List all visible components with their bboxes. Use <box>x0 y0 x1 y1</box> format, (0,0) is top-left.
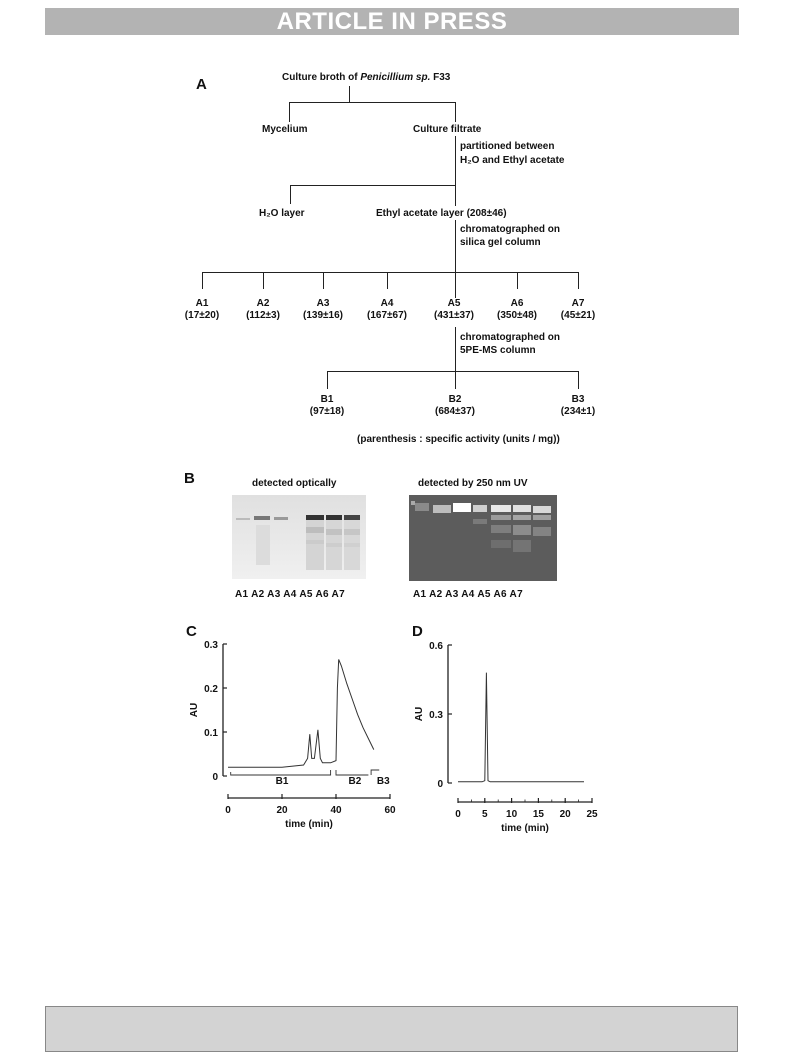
x-tick-label: 15 <box>532 809 544 820</box>
x-axis-label: time (min) <box>501 823 549 834</box>
culture-broth-label: Culture broth of Penicillium sp. F33 <box>282 72 451 83</box>
fraction-b3: B3 (234±1) <box>560 394 596 417</box>
y-tick-label: 0.2 <box>204 684 218 695</box>
panel-b-label: B <box>184 470 195 487</box>
y-tick-label: 0.6 <box>429 641 443 652</box>
5pe-step-line1: chromatographed on <box>460 332 561 343</box>
fraction-a3: A3 (139±16) <box>303 298 343 321</box>
x-tick-label: 10 <box>506 809 518 820</box>
b2-region-label: B2 <box>348 776 362 787</box>
x-tick-label: 60 <box>384 805 396 816</box>
fraction-b2: B2 (684±37) <box>435 394 475 417</box>
x-tick-label: 0 <box>225 805 231 816</box>
x-tick-label: 5 <box>482 809 488 820</box>
tlc-uv-lane-labels: A1 A2 A3 A4 A5 A6 A7 <box>413 589 523 600</box>
fraction-a5: A5 (431±37) <box>434 298 474 321</box>
ethyl-acetate-layer-label: Ethyl acetate layer (208±46) <box>376 208 507 219</box>
panel-a-label: A <box>196 76 207 93</box>
silica-step-line1: chromatographed on <box>460 224 561 235</box>
mycelium-label: Mycelium <box>262 124 308 135</box>
y-tick-label: 0.3 <box>204 640 218 651</box>
y-tick-label: 0 <box>437 779 443 790</box>
y-tick-label: 0 <box>212 772 218 783</box>
tlc-uv-title: detected by 250 nm UV <box>418 478 528 489</box>
partition-step-line2: H₂O and Ethyl acetate <box>460 155 565 166</box>
y-axis-label: AU <box>189 702 200 718</box>
footer-box <box>45 1006 738 1052</box>
chromatogram-trace <box>458 673 584 782</box>
y-tick-label: 0.3 <box>429 710 443 721</box>
y-axis-label: AU <box>414 706 425 722</box>
b1-bracket <box>231 770 331 775</box>
b3-region-label: B3 <box>376 776 390 787</box>
partition-step-line1: partitioned between <box>460 141 555 152</box>
activity-note: (parenthesis : specific activity (units / mg)) <box>357 434 560 445</box>
silica-step-line2: silica gel column <box>460 237 541 248</box>
y-tick-label: 0.1 <box>204 728 218 739</box>
fraction-a2: A2 (112±3) <box>246 298 280 321</box>
x-tick-label: 0 <box>455 809 461 820</box>
article-in-press-banner: ARTICLE IN PRESS <box>45 8 739 35</box>
tlc-optical-title: detected optically <box>252 478 337 489</box>
chart-c <box>185 630 415 845</box>
5pe-step-line2: 5PE-MS column <box>460 345 536 356</box>
b2-bracket <box>336 770 368 775</box>
chromatogram-trace <box>228 659 374 767</box>
fraction-b1: B1 (97±18) <box>309 394 345 417</box>
panel-d-label: D <box>412 623 423 640</box>
panel-c-label: C <box>186 623 197 640</box>
culture-filtrate-label: Culture filtrate <box>413 124 482 135</box>
tlc-optical-lane-labels: A1 A2 A3 A4 A5 A6 A7 <box>235 589 345 600</box>
chart-d <box>410 630 610 845</box>
fraction-a4: A4 (167±67) <box>367 298 407 321</box>
x-tick-label: 40 <box>330 805 342 816</box>
x-tick-label: 25 <box>586 809 598 820</box>
x-tick-label: 20 <box>276 805 288 816</box>
tlc-plate-optical <box>232 495 366 579</box>
x-axis-label: time (min) <box>285 819 333 830</box>
fraction-a1: A1 (17±20) <box>184 298 220 321</box>
b1-region-label: B1 <box>275 776 289 787</box>
b3-bracket <box>371 770 379 775</box>
tlc-plate-uv <box>409 495 557 581</box>
fraction-a6: A6 (350±48) <box>497 298 537 321</box>
fraction-a7: A7 (45±21) <box>560 298 596 321</box>
water-layer-label: H₂O layer <box>259 208 305 219</box>
x-tick-label: 20 <box>559 809 571 820</box>
